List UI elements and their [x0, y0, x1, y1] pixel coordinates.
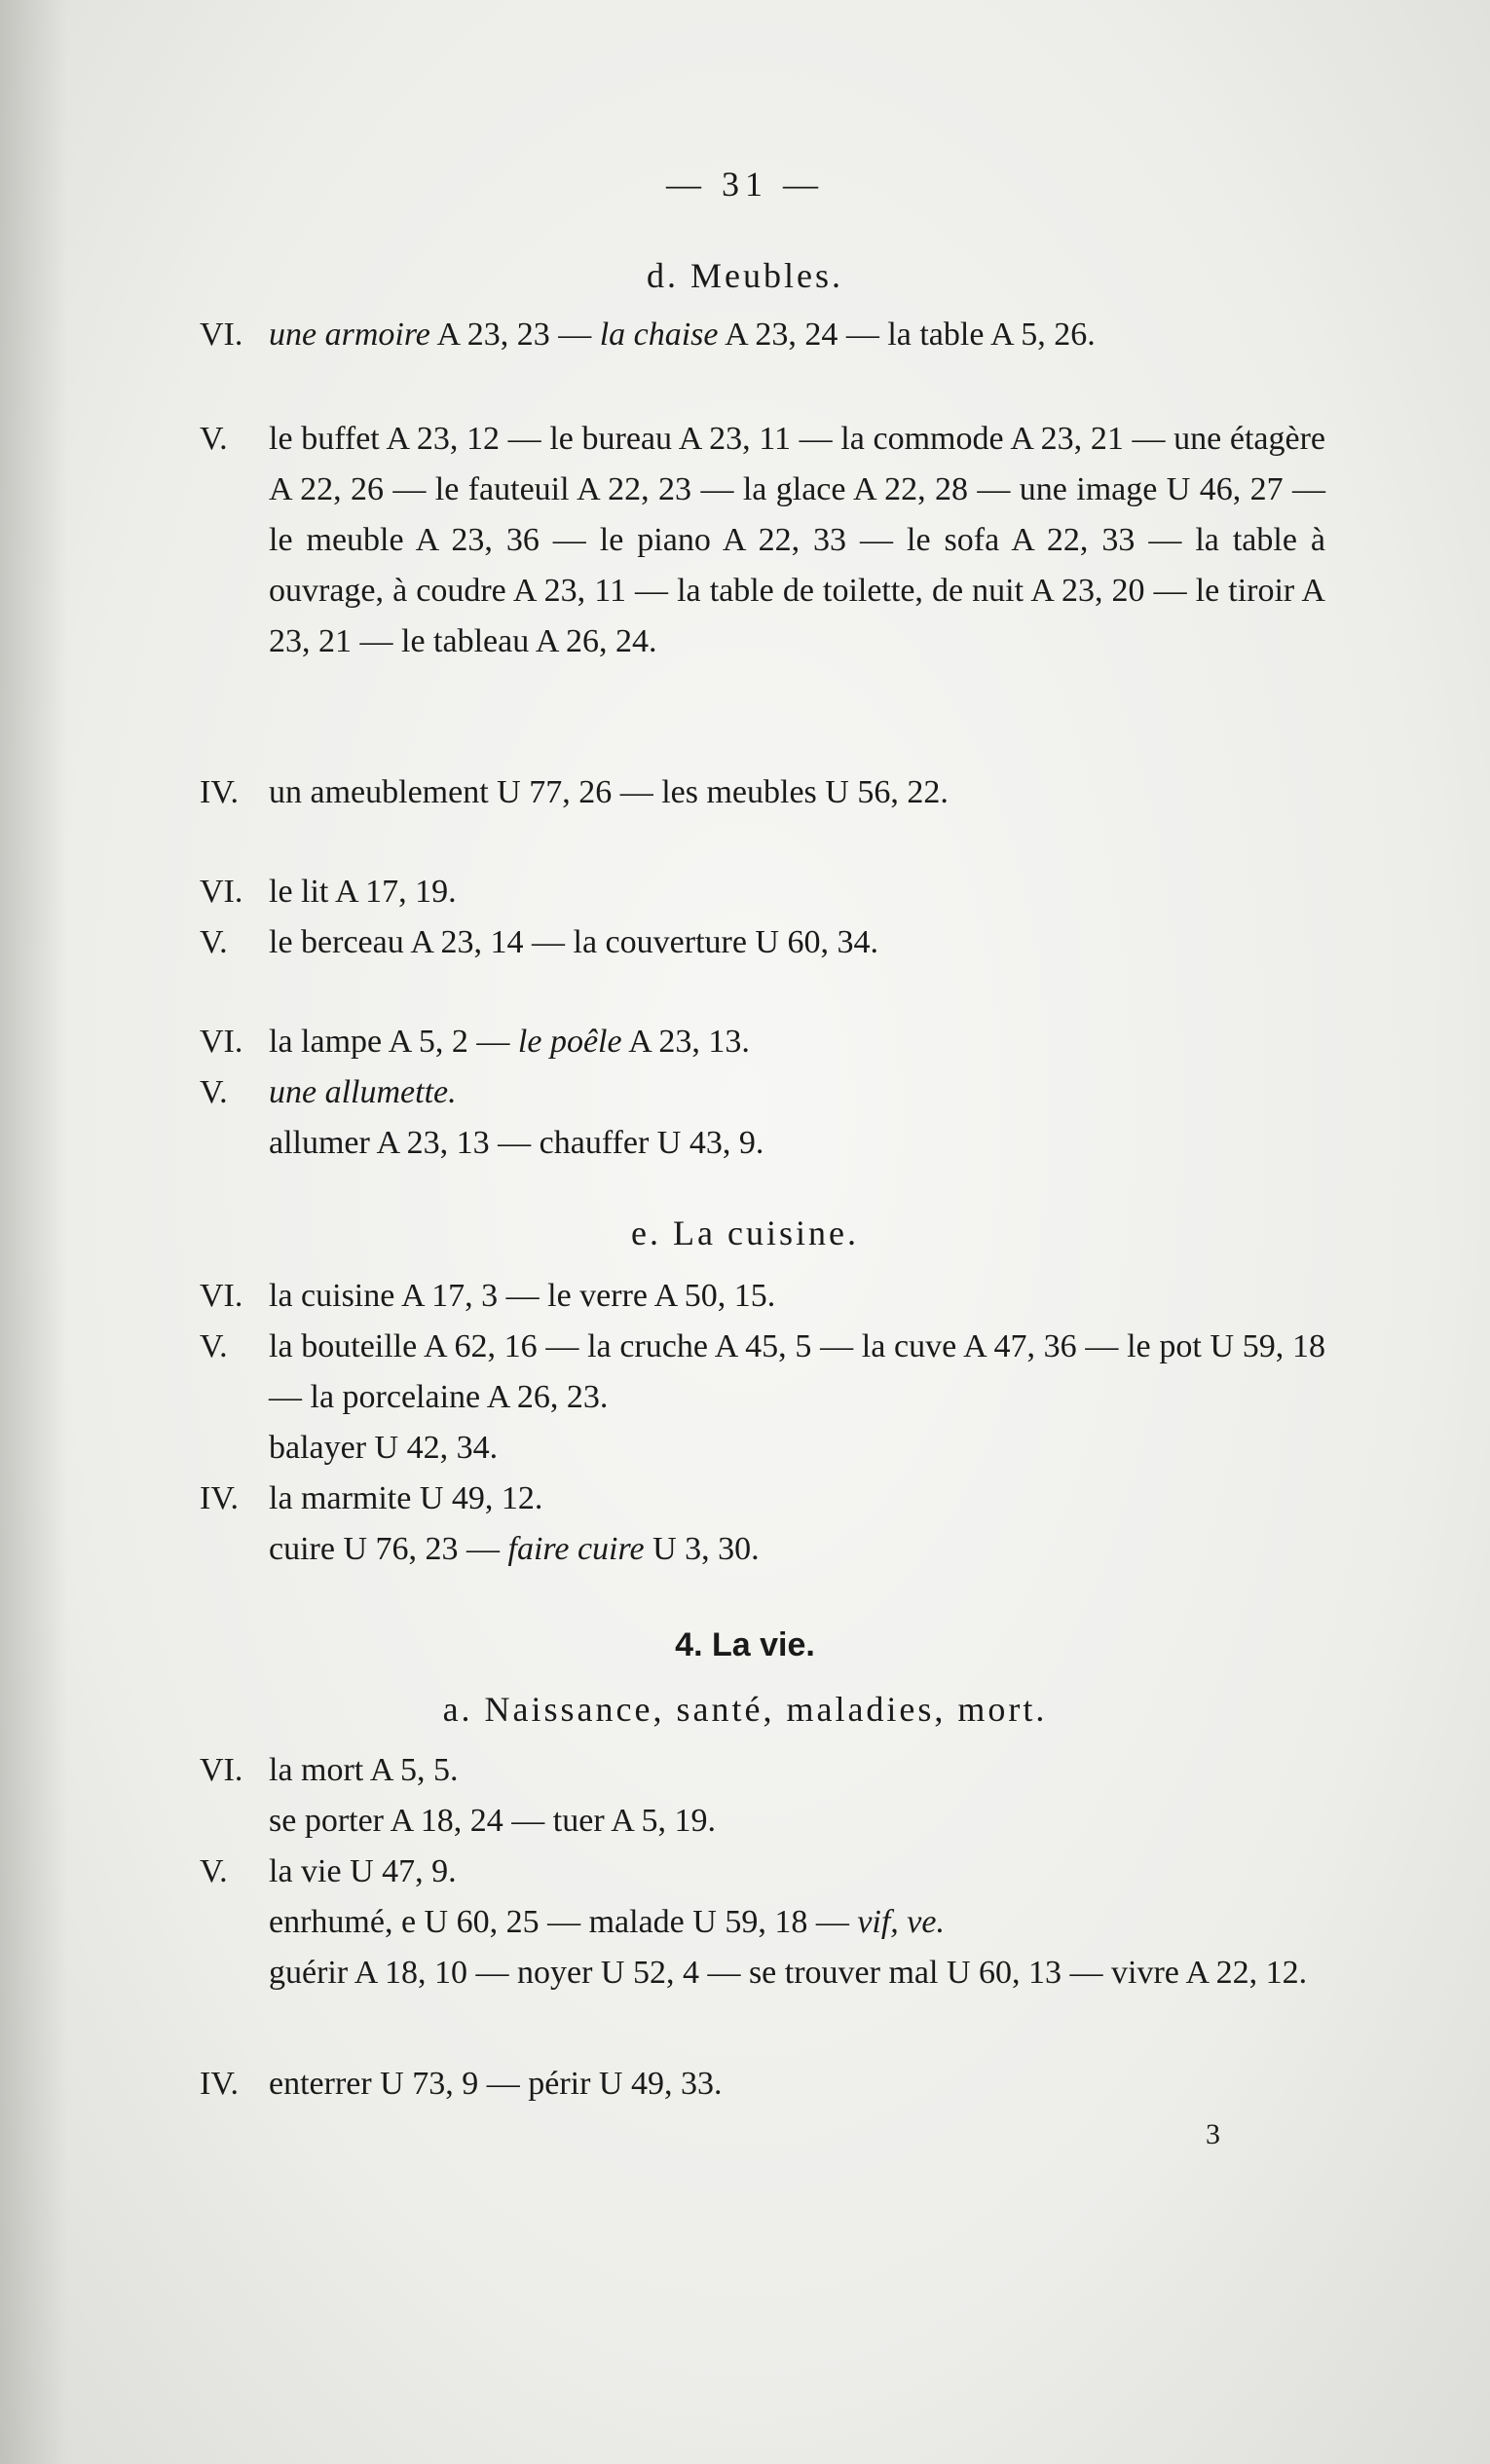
- level-label: VI.: [200, 1278, 243, 1314]
- vocab-entry: guérir A 18, 10 — noyer U 52, 4 — se trouver mal U 60, 13 — vivre A 22, 12.: [269, 1955, 1308, 1991]
- vocab-entry: la mort A 5, 5.: [269, 1752, 459, 1788]
- vocab-entry: balayer U 42, 34.: [269, 1430, 499, 1466]
- level-label: VI.: [200, 317, 243, 353]
- level-label: V.: [200, 421, 228, 457]
- vocab-entry: [269, 1897, 1325, 1948]
- section-heading-cuisine: e. La cuisine.: [631, 1213, 859, 1252]
- page-number: — 31 —: [666, 165, 824, 204]
- entry-italic-term: faire cuire: [507, 1531, 645, 1567]
- entry-italic-term: une allumette.: [269, 1074, 457, 1110]
- vocab-entry: la vie U 47, 9.: [269, 1853, 457, 1889]
- vocab-entry: un ameublement U 77, 26 — les meubles U 56, 22.: [269, 774, 949, 810]
- vocab-entry: enterrer U 73, 9 — périr U 49, 33.: [269, 2066, 723, 2102]
- vocab-entry: allumer A 23, 13 — chauffer U 43, 9.: [269, 1125, 764, 1161]
- section-heading-naissance: a. Naissance, santé, maladies, mort.: [442, 1690, 1048, 1729]
- level-label: VI.: [200, 1752, 243, 1788]
- entry-text: enrhumé, e U 60, 25 — malade U 59, 18 —: [269, 1904, 858, 1940]
- entry-text: la lampe A 5, 2 —: [269, 1024, 518, 1060]
- entry-text: A 23, 13.: [621, 1024, 750, 1060]
- major-heading-vie: 4. La vie.: [675, 1626, 815, 1663]
- vocab-entry: [269, 1524, 1325, 1575]
- vocab-entry: [269, 310, 1325, 360]
- level-label: IV.: [200, 774, 239, 810]
- vocab-entry: se porter A 18, 24 — tuer A 5, 19.: [269, 1803, 716, 1839]
- level-label: V.: [200, 1853, 228, 1889]
- vocab-entry: le berceau A 23, 14 — la couverture U 60, 34.: [269, 924, 878, 960]
- level-label: V.: [200, 1328, 228, 1364]
- entry-italic-term: une armoire: [269, 317, 430, 353]
- vocab-entry: la marmite U 49, 12.: [269, 1480, 543, 1516]
- level-label: IV.: [200, 2066, 239, 2102]
- entry-text: U 3, 30.: [644, 1531, 760, 1567]
- vocab-entry: [269, 1017, 1325, 1067]
- level-label: V.: [200, 924, 228, 960]
- vocab-entry: [269, 1067, 1325, 1118]
- vocab-entry: le buffet A 23, 12 — le bureau A 23, 11 — la commode A 23, 21 — une étagère A 22, 26 — le fauteuil A 22, 23 — la glace A 22, 28 — une image U 46, 27 — le meuble A 23, 36 — le piano A 22, 33 — le sofa A 22, 33 — la table à ouvrage, à coudre A 23, 11 — la table de toilette, de nuit A 23, 20 — le tiroir A 23, 21 — le tableau A 26, 24.: [269, 421, 1325, 659]
- section-heading-meubles: d. Meubles.: [647, 256, 843, 295]
- vocab-entry: le lit A 17, 19.: [269, 874, 457, 910]
- entry-italic-term: vif, ve.: [857, 1904, 945, 1940]
- entry-text: A 23, 23 —: [429, 317, 600, 353]
- entry-italic-term: la chaise: [599, 317, 719, 353]
- entry-text: A 23, 24 — la table A 5, 26.: [718, 317, 1096, 353]
- level-label: V.: [200, 1074, 228, 1110]
- vocab-entry: la cuisine A 17, 3 — le verre A 50, 15.: [269, 1278, 776, 1314]
- level-label: IV.: [200, 1480, 239, 1516]
- signature-number: 3: [1206, 2118, 1220, 2150]
- level-label: VI.: [200, 1024, 243, 1060]
- entry-text: cuire U 76, 23 —: [269, 1531, 508, 1567]
- level-label: VI.: [200, 874, 243, 910]
- vocab-entry: la bouteille A 62, 16 — la cruche A 45, 5 — la cuve A 47, 36 — le pot U 59, 18 — la porcelaine A 26, 23.: [269, 1328, 1325, 1415]
- entry-italic-term: le poêle: [517, 1024, 622, 1060]
